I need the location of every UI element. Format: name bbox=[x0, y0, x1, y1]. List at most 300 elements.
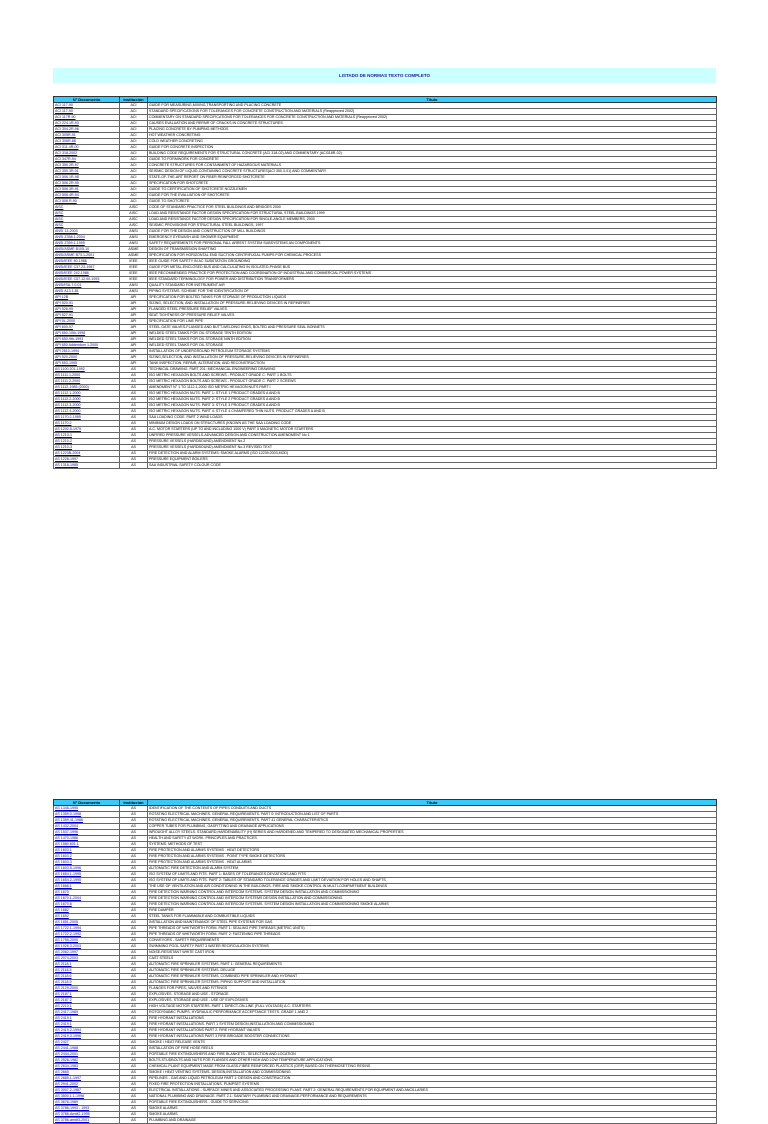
institution-cell: AS bbox=[120, 415, 148, 421]
title-cell: AMENDMENT N° 1 TO 1112.1-2000 ISO METRIC HEXAGON NUTS PART I bbox=[148, 385, 717, 391]
title-cell: INSTALLATION AND MAINTENANCE OF STEEL PIPE SYSTEMS FOR GAS bbox=[148, 920, 717, 926]
doc-number-link[interactable]: AISC bbox=[54, 211, 120, 217]
institution-cell: AS bbox=[120, 367, 148, 373]
doc-number-link[interactable]: AISC bbox=[54, 217, 120, 223]
title-cell: HIGH VOLTAGE MOTOR STARTERS. PART 1 DIRECT-ON-LINE (FULL VOLTAGE) A.C. STARTERS bbox=[148, 1004, 717, 1010]
institution-cell: ACI bbox=[120, 139, 148, 145]
doc-number-link[interactable]: ANSI A13.1-81 bbox=[54, 289, 120, 295]
institution-cell: AS bbox=[120, 986, 148, 992]
institution-cell: AS bbox=[120, 836, 148, 842]
title-cell: CHEMICAL PLANT EQUIPMENT MADE FROM GLASS-FIBRE REINFORCED PLASTICS (GRP) BASED ON THERMOSETTING RESINS bbox=[148, 1064, 717, 1070]
doc-number-link[interactable]: AS 1670.1-2004 bbox=[54, 896, 120, 902]
title-cell: ISO METRIC HEXAGON NUTS. PART 4: STYLE 4 CHAMFERED THIN NUTS. PRODUCT GRADES A AND B bbox=[148, 409, 717, 415]
doc-number-link[interactable]: AS 1926.3-2003 bbox=[54, 944, 120, 950]
doc-number-link[interactable]: AS 1170.2 bbox=[54, 421, 120, 427]
doc-number-link[interactable]: AS 2419.3-1996 bbox=[54, 1034, 120, 1040]
doc-number-link[interactable]: ACI 506.4R-94 bbox=[54, 193, 120, 199]
title-cell: FIRE HYDRANT INSTALLATIONS bbox=[148, 1016, 717, 1022]
doc-number-link[interactable]: AS 2444-2001 bbox=[54, 1052, 120, 1058]
institution-cell: ANSI bbox=[120, 283, 148, 289]
title-cell: TANK INSPECTION, REPAIR, ALTERATION, AND RECONSTRUCTION bbox=[148, 361, 717, 367]
title-cell: SMOKE ALARMS bbox=[148, 1112, 717, 1118]
title-cell: PIPE THREADS OF WHITWORTH FORM. PART 2: FASTENING PIPE THREADS bbox=[148, 932, 717, 938]
title-cell: INSTALLATION OF FIRE HOSE REELS bbox=[148, 1046, 717, 1052]
institution-cell: AS bbox=[120, 806, 148, 812]
table-row bbox=[54, 1118, 717, 1124]
doc-number-link[interactable]: AS 2187.2 bbox=[54, 998, 120, 1004]
doc-number-link[interactable]: AS 2118.1 bbox=[54, 962, 120, 968]
doc-number-link[interactable]: AS 2118.6 bbox=[54, 974, 120, 980]
doc-number-link[interactable]: AS 1359.41-1986 bbox=[54, 818, 120, 824]
institution-cell: AS bbox=[120, 1082, 148, 1088]
institution-cell: AS bbox=[120, 860, 148, 866]
institution-cell: API bbox=[120, 349, 148, 355]
institution-cell: ACI bbox=[120, 163, 148, 169]
institution-cell: AS bbox=[120, 974, 148, 980]
title-cell: SMOKE / HEAT RELEASE VENTS bbox=[148, 1040, 717, 1046]
doc-number-link[interactable]: API 520-2000 bbox=[54, 355, 120, 361]
title-cell: AUTOMATIC FIRE SPRINKLER SYSTEMS. COMBINED PIPE SPRINKLER AND HYDRANT bbox=[148, 974, 717, 980]
title-cell: ISO SYSTEM OF LIMITS AND FITS. PART 2: TABLES OF STANDARD TOLERANCE GRADES AND LIMIT DEVIATION FOR HOLES AND SHAFTS bbox=[148, 878, 717, 884]
doc-number-link[interactable]: AS 1670 bbox=[54, 890, 120, 896]
doc-number-link[interactable]: AS 1112-1985 (2000) bbox=[54, 385, 120, 391]
doc-number-link[interactable]: AS 1722.2-1992 bbox=[54, 932, 120, 938]
title-cell: NATIONAL PLUMBING AND DRAINAGE. PART 2.1: SANITARY PLUMBING AND DRAINAGE-PERFORMANCE AND REQUIREMENTS bbox=[148, 1094, 717, 1100]
institution-cell: AS bbox=[120, 866, 148, 872]
doc-number-link[interactable]: AS 2427 bbox=[54, 1040, 120, 1046]
doc-number-link[interactable]: ACI 117-90 bbox=[54, 103, 120, 109]
title-cell: PRESSURE VESSELS (HARDBOUND) AMENDMENT No.3 REVISED TEXT bbox=[148, 445, 717, 451]
doc-number-link[interactable]: ANSI/IEEE 242-1986 bbox=[54, 271, 120, 277]
institution-cell: IEEE bbox=[120, 265, 148, 271]
doc-number-link[interactable]: AS 1210-3 bbox=[54, 445, 120, 451]
doc-number-link[interactable]: AS 1851-2005 bbox=[54, 920, 120, 926]
title-cell: ISO SYSTEM OF LIMITS AND FITS. PART 1: BASES OF TOLERANCES,DEVIATIONS AND FITS bbox=[148, 872, 717, 878]
title-cell: HOT WEATHER CONCRETING bbox=[148, 133, 717, 139]
doc-number-link[interactable]: API 12B bbox=[54, 295, 120, 301]
title-cell: FIRE HYDRANT INSTALLATIONS PART 2. FIRE HYDRANT VALVES bbox=[148, 1028, 717, 1034]
doc-number-link[interactable]: ACI 304.2R-96 bbox=[54, 127, 120, 133]
doc-number-link[interactable]: AS 1210-1 bbox=[54, 433, 120, 439]
institution-cell: ACI bbox=[120, 175, 148, 181]
institution-cell: AS bbox=[120, 920, 148, 926]
title-cell: DESIGN OF TRANSMISSION SHAFTING bbox=[148, 247, 717, 253]
institution-cell: ACI bbox=[120, 103, 148, 109]
doc-number-link[interactable]: ACI 117-90 bbox=[54, 109, 120, 115]
doc-number-link[interactable]: API 650-10th-1998 bbox=[54, 331, 120, 337]
doc-number-link[interactable]: AS 2417-1989 bbox=[54, 1010, 120, 1016]
doc-number-link[interactable]: ANSI/ASME B105-10 bbox=[54, 247, 120, 253]
institution-cell: AS bbox=[120, 950, 148, 956]
institution-cell: IEEE bbox=[120, 271, 148, 277]
institution-cell: ANSI bbox=[120, 289, 148, 295]
doc-number-link[interactable]: ACI 306R-88 bbox=[54, 139, 120, 145]
institution-cell: AS bbox=[120, 445, 148, 451]
doc-number-link[interactable]: AS 2074-2003 bbox=[54, 956, 120, 962]
doc-number-link[interactable]: ANSI/IEEE C57.12.00-1993 bbox=[54, 277, 120, 283]
institution-cell: AS bbox=[120, 962, 148, 968]
institution-cell: AS bbox=[120, 938, 148, 944]
doc-number-link[interactable]: AS 1654.2-1995 bbox=[54, 878, 120, 884]
title-cell: AUTOMATIC FIRE SPRINKLER SYSTEMS. PIPING SUPPORT AND INSTALLATION bbox=[148, 980, 717, 986]
institution-cell: AS bbox=[120, 451, 148, 457]
title-cell: FIRE HYDRANT INSTALLATIONS. PART 1 SYSTEM DESIGN,INSTALLATION AND COMMISSIONING bbox=[148, 1022, 717, 1028]
title-cell: GUIDE FOR THE EVALUATION OF SHOTCRETE bbox=[148, 193, 717, 199]
doc-number-link[interactable]: AS 2210.1 bbox=[54, 1004, 120, 1010]
institution-cell: AS bbox=[120, 403, 148, 409]
doc-number-link[interactable]: ACI 311.4R-00 bbox=[54, 145, 120, 151]
doc-number-link[interactable]: AISC bbox=[54, 223, 120, 229]
institution-cell: AISC bbox=[120, 217, 148, 223]
title-cell: PIPING SYSTEMS. SCHEME FOR THE IDENTIFICATION OF bbox=[148, 289, 717, 295]
doc-number-link[interactable]: AS 1654.1-1995 bbox=[54, 872, 120, 878]
title-cell: PORTABLE FIRE EXTINGUISHERS - GUIDE TO SERVICING bbox=[148, 1100, 717, 1106]
institution-cell: API bbox=[120, 355, 148, 361]
title-cell: TECHNICAL DRAWING. PART 201: MECHANICAL ENGINEERING DRAWING bbox=[148, 367, 717, 373]
institution-cell: AS bbox=[120, 397, 148, 403]
institution-cell: AS bbox=[120, 842, 148, 848]
title-cell: GUIDE FOR MEASURING,MIXING,TRANSPORTING AND PLACING CONCRETE bbox=[148, 103, 717, 109]
title-cell: PLACING CONCRETE BY PUMPING METHODS bbox=[148, 127, 717, 133]
title-cell: GUIDE TO SHOTCRETE bbox=[148, 199, 717, 205]
doc-number-link[interactable]: AS 3786-amdt3-2001 bbox=[54, 1118, 120, 1124]
doc-number-link[interactable]: API 527-91 bbox=[54, 313, 120, 319]
doc-number-link[interactable]: API 526-95 bbox=[54, 307, 120, 313]
header-doc-number: N° Documento bbox=[54, 800, 120, 806]
doc-number-link[interactable]: ACI 506.R-90 bbox=[54, 199, 120, 205]
institution-cell: ACI bbox=[120, 133, 148, 139]
institution-cell: AISC bbox=[120, 223, 148, 229]
doc-number-link[interactable]: AS 2118.5 bbox=[54, 968, 120, 974]
institution-cell: ACI bbox=[120, 151, 148, 157]
title-cell: PIPELINES - GAS AND LIQUID PETROLEUM PART 1: DESIGN AND CONSTRUCTION bbox=[148, 1076, 717, 1082]
institution-cell: API bbox=[120, 295, 148, 301]
title-cell: IEEE GUIDE FOR SAFETY IN AC SUBSTATION GROUNDING bbox=[148, 259, 717, 265]
title-cell: SIZING, SELECTION, AND INSTALLATION OF PRESSURE-RELIEVING DEVICES IN REFINERIES bbox=[148, 301, 717, 307]
institution-cell: AS bbox=[120, 872, 148, 878]
doc-number-link[interactable]: ANSI/IEEE 80-1986 bbox=[54, 259, 120, 265]
institution-cell: AS bbox=[120, 1034, 148, 1040]
title-cell: ISO METRIC HEXAGON NUTS. PART 3: STYLE 3 PRODUCT GRADES A AND B bbox=[148, 403, 717, 409]
title-cell: STATE-OF-THE-ART REPORT ON FIBER REINFORCED SHOTCRETE bbox=[148, 175, 717, 181]
doc-number-link[interactable]: AS 2419.1 bbox=[54, 1016, 120, 1022]
doc-number-link[interactable]: AS 1580.601.1 bbox=[54, 842, 120, 848]
title-cell: SEISMIC DESIGN OF LIQUID-CONTAINING CONCRETE STRUCTURES(ACI 350.3-01) AND COMMENTARY bbox=[148, 169, 717, 175]
institution-cell: AS bbox=[120, 373, 148, 379]
doc-number-link[interactable]: API 5L-2000 bbox=[54, 319, 120, 325]
doc-number-link[interactable]: ANSI Z358.1-2004 bbox=[54, 235, 120, 241]
institution-cell: AS bbox=[120, 824, 148, 830]
institution-cell: API bbox=[120, 361, 148, 367]
doc-number-link[interactable]: AS 1170.2-1989 bbox=[54, 415, 120, 421]
title-cell: FIRE DETECTION WARNING CONTROL AND INTERCOM SYSTEMS. SYSTEM DESIGN INSTALLATION AND COMMISSIONING bbox=[148, 890, 717, 896]
institution-cell: API bbox=[120, 313, 148, 319]
institution-cell: AS bbox=[120, 992, 148, 998]
doc-number-link[interactable]: ANSI Z359.1-1999 bbox=[54, 241, 120, 247]
doc-number-link[interactable]: API 600-97 bbox=[54, 325, 120, 331]
institution-cell: AS bbox=[120, 878, 148, 884]
title-cell: PIPE THREADS OF WHITWORTH FORM. PART 1: SEALING PIPE THREADS (METRIC UNITS) bbox=[148, 926, 717, 932]
institution-cell: ANSI bbox=[120, 241, 148, 247]
institution-cell: AS bbox=[120, 932, 148, 938]
doc-number-link[interactable]: AS 2634-1983 bbox=[54, 1064, 120, 1070]
title-cell: FIRE DETECTION AND ALARM SYSTEMS: SMOKE ALARMS (ISO 12239:2003,MOD) bbox=[148, 451, 717, 457]
title-cell: SYSTEMS. METHODS OF TEST bbox=[148, 842, 717, 848]
doc-number-link[interactable]: ACI 350.3R-01 bbox=[54, 169, 120, 175]
doc-number-link[interactable]: ACI 224.1R-93 bbox=[54, 121, 120, 127]
institution-cell: AS bbox=[120, 1100, 148, 1106]
institution-cell: API bbox=[120, 325, 148, 331]
institution-cell: AS bbox=[120, 1064, 148, 1070]
title-cell: ISO METRIC HEXAGON BOLTS AND SCREWS - PRODUCT GRADE C. PART 1 BOLTS bbox=[148, 373, 717, 379]
doc-number-link[interactable]: AS 1318-1985 bbox=[54, 463, 120, 469]
doc-number-link[interactable]: ANSI/ASME B73.1-2001 bbox=[54, 253, 120, 259]
title-cell: FIRE HYDRANT INSTALLATIONS PART 3 FIRE BRIGADE BOOSTER CONNECTIONS bbox=[148, 1034, 717, 1040]
doc-number-link[interactable]: AS 3786-Amdt2-1995 bbox=[54, 1112, 120, 1118]
doc-number-link[interactable]: AS 1202.5-1979 bbox=[54, 427, 120, 433]
title-cell: SPECIFICATION FOR HORIZONTAL END SUCTION CENTRIFUGAL PUMPS FOR CHEMICAL PROCESS bbox=[148, 253, 717, 259]
doc-number-link[interactable]: ACI 350.2R-97 bbox=[54, 163, 120, 169]
doc-number-link[interactable]: ACI 506.3R-91 bbox=[54, 187, 120, 193]
doc-number-link[interactable]: ACI 318-2002 bbox=[54, 151, 120, 157]
title-cell: PRESSURE VESSELS (HARDBOUND) AMENDMENT No.2 bbox=[148, 439, 717, 445]
institution-cell: AS bbox=[120, 1058, 148, 1064]
title-cell: HEALTH AND SAFETY AT WORK. PRINCIPLES AND PRACTICES bbox=[148, 836, 717, 842]
doc-number-link[interactable]: AS 1470-1986 bbox=[54, 836, 120, 842]
title-cell: SIZING,SELECTION, AND INSTALLATION OF PRESSURE-RELIEVING DEVICES IN REFINERIES bbox=[148, 355, 717, 361]
header-title: Título bbox=[148, 97, 717, 103]
doc-number-link[interactable]: AS 1223B-2004 bbox=[54, 451, 120, 457]
title-cell: A.C. MOTOR STARTERS (UP TO AND INCLUDING 1000 V) PART 5 MAGNETIC MOTOR STARTERS bbox=[148, 427, 717, 433]
doc-number-link[interactable]: AS 1228-1997 bbox=[54, 457, 120, 463]
institution-cell: AS bbox=[120, 848, 148, 854]
institution-cell: ANSI bbox=[120, 235, 148, 241]
institution-cell: ACI bbox=[120, 109, 148, 115]
doc-number-link[interactable]: AS 1603.5-1996 bbox=[54, 866, 120, 872]
doc-number-link[interactable]: AS 1112.1-2000 bbox=[54, 391, 120, 397]
title-cell: STANDARD SPECIFICATIONS FOR TOLERANCES FOR CONCRETE CONSTRUCTION AND MATERIALS (Reapproved 2002) bbox=[148, 109, 717, 115]
institution-cell: AS bbox=[120, 902, 148, 908]
doc-number-link[interactable]: AISC bbox=[54, 205, 120, 211]
doc-number-link[interactable]: ACI 506.1R-98 bbox=[54, 175, 120, 181]
institution-cell: AS bbox=[120, 391, 148, 397]
title-cell: PLUMBING AND DRAINAGE bbox=[148, 1118, 717, 1124]
title-cell: CAST STEELS bbox=[148, 956, 717, 962]
header-institution: Institución bbox=[120, 97, 148, 103]
institution-cell: AS bbox=[120, 427, 148, 433]
doc-number-link[interactable]: ANSI/ISA-7.0.01 bbox=[54, 283, 120, 289]
institution-cell: ACI bbox=[120, 193, 148, 199]
doc-number-link[interactable]: AS 2665 bbox=[54, 1070, 120, 1076]
title-cell: CODE OF STANDARD PRACTICE FOR STEEL BUILDINGS AND BRIDGES 2000 bbox=[148, 205, 717, 211]
title-cell: FIRE DETECTION WARNING CONTROL AND INTERCOM SYSTEMS DESIGN INSTALLATION AND COMMISSIONING bbox=[148, 896, 717, 902]
title-cell: AUTOMATIC FIRE DETECTION AND ALARM SYSTEM bbox=[148, 866, 717, 872]
institution-cell: AS bbox=[120, 1022, 148, 1028]
title-cell: SMOKE / HEAT VENTING SYSTEMS- DESIGN,INSTALLATION AND COMMISSIONING bbox=[148, 1070, 717, 1076]
doc-number-link[interactable]: ANSI/IEEE C37.23-1987 bbox=[54, 265, 120, 271]
doc-number-link[interactable]: AS 1359.0-1998 bbox=[54, 812, 120, 818]
institution-cell: API bbox=[120, 307, 148, 313]
page-title: LISTADO DE NORMAS TEXTO COMPLETO bbox=[53, 68, 716, 83]
institution-cell: ASME bbox=[120, 247, 148, 253]
standards-table-2 bbox=[53, 799, 717, 1124]
title-cell: CONCRETE STRUCTURES FOR CONTAINMENT OF HAZARDOUS MATERIALS bbox=[148, 163, 717, 169]
institution-cell: AISC bbox=[120, 205, 148, 211]
institution-cell: ACI bbox=[120, 169, 148, 175]
title-cell: WROUGHT ALLOY STEELS. STANDARD,HARDENABILITY (H) SERIES AND HARDENED AND TEMPERED TO DESIGNATED MECHANICAL PROPERTIES bbox=[148, 830, 717, 836]
doc-number-link[interactable]: AS 1722.1-1994 bbox=[54, 926, 120, 932]
title-cell: FLANGES FOR PIPES, VALVES AND FITTINGS bbox=[148, 986, 717, 992]
doc-number-link[interactable]: API 653-1995 bbox=[54, 361, 120, 367]
title-cell: FLANGED STEEL PRESSURE RELIEF VALVES bbox=[148, 307, 717, 313]
doc-number-link[interactable]: API 520-91 bbox=[54, 301, 120, 307]
doc-number-link[interactable]: AS 1755-2000 bbox=[54, 938, 120, 944]
institution-cell: AS bbox=[120, 956, 148, 962]
title-cell: WELDED STEEL TANKS FOR OIL STORAGE TENTH EDITION bbox=[148, 331, 717, 337]
institution-cell: AS bbox=[120, 1088, 148, 1094]
doc-number-link[interactable]: AS 2441-1988 bbox=[54, 1046, 120, 1052]
doc-number-link[interactable]: ANSI 13-2003 bbox=[54, 229, 120, 235]
institution-cell: AS bbox=[120, 421, 148, 427]
doc-number-link[interactable]: AS 1692 bbox=[54, 914, 120, 920]
title-cell: COPPER TUBES FOR PLUMBING, GASFITTING AND DRAINAGE APPLICATIONS bbox=[148, 824, 717, 830]
doc-number-link[interactable]: AS 1682 bbox=[54, 908, 120, 914]
institution-cell: AS bbox=[120, 1010, 148, 1016]
institution-cell: AS bbox=[120, 1094, 148, 1100]
doc-number-link[interactable]: AS 2941-2002 bbox=[54, 1082, 120, 1088]
doc-number-link[interactable]: AS 1111.1-2000 bbox=[54, 373, 120, 379]
institution-cell: AS bbox=[120, 1112, 148, 1118]
doc-number-link[interactable]: AS 2419.1 bbox=[54, 1022, 120, 1028]
title-cell: COMMENTARY ON STANDARD SPECIFICATIONS FOR TOLERANCES FOR CONCRETE CONSTRUCTION AND MATERIALS (Reapproved 2002) bbox=[148, 115, 717, 121]
title-cell: WELDED STEEL TANKS FOR OIL STORAGE bbox=[148, 343, 717, 349]
institution-cell: API bbox=[120, 337, 148, 343]
title-cell: GUIDE TO FORMWORK FOR CONCRETE bbox=[148, 157, 717, 163]
title-cell: WELDED STEEL TANKS FOR OIL STORAGE NINTH EDITION bbox=[148, 337, 717, 343]
title-cell: UNFIRED PRESSURE VESSELS-ADVANCED DESIGN AND CONSTRUCTION AMENDMENT No 1 bbox=[148, 433, 717, 439]
doc-number-link[interactable]: ACI 506.2R-95 bbox=[54, 181, 120, 187]
doc-number-link[interactable]: AS 1100.201-1992 bbox=[54, 367, 120, 373]
doc-number-link[interactable]: API 2610-1994 bbox=[54, 349, 120, 355]
institution-cell: AS bbox=[120, 1046, 148, 1052]
title-cell: FIXED FIRE PROTECTION INSTALLATIONS. PUMPSET SYSTEMS bbox=[148, 1082, 717, 1088]
institution-cell: AS bbox=[120, 908, 148, 914]
doc-number-link[interactable]: AS 3500.1.1-1998 bbox=[54, 1094, 120, 1100]
title-cell: FIRE DETECTION WARNING CONTROL AND INTERCOM SYSTEMS. SYSTEM DESIGN INSTALLATION AND COMMISSIONING SMOKE ALARMS bbox=[148, 902, 717, 908]
institution-cell: ACI bbox=[120, 187, 148, 193]
doc-number-link[interactable]: AS 3786-1993 - 1993 bbox=[54, 1106, 120, 1112]
doc-number-link[interactable]: AS 1112.2-2000 bbox=[54, 397, 120, 403]
doc-number-link[interactable]: AS 1537-1996 bbox=[54, 830, 120, 836]
doc-number-link[interactable]: API 650 Addendum 1-2000 bbox=[54, 343, 120, 349]
doc-number-link[interactable]: AS 1345-1995 bbox=[54, 806, 120, 812]
institution-cell: AS bbox=[120, 944, 148, 950]
doc-number-link[interactable]: AS 2187.1 bbox=[54, 992, 120, 998]
title-cell: ROTATING ELECTRICAL MACHINES. GENERAL REQUIREMENTS. PART 41 GENERAL CHARACTERISTICS bbox=[148, 818, 717, 824]
institution-cell: AS bbox=[120, 457, 148, 463]
institution-cell: ACI bbox=[120, 145, 148, 151]
institution-cell: AS bbox=[120, 1016, 148, 1022]
doc-number-link[interactable]: AS 2062-1997 bbox=[54, 950, 120, 956]
doc-number-link[interactable]: AS 1111.2-2000 bbox=[54, 379, 120, 385]
institution-cell: IEEE bbox=[120, 259, 148, 265]
institution-cell: AS bbox=[120, 998, 148, 1004]
title-cell: GUIDE TO CERTIFICATION OF SHOTCRETE NOZZLEMEN bbox=[148, 187, 717, 193]
title-cell: SEAT TIGHTNESS OF PRESSURE RELIEF VALVES bbox=[148, 313, 717, 319]
title-cell: SWIMMING POOL SAFETY PART 3 WATER RECIRCULATION SYSTEMS bbox=[148, 944, 717, 950]
institution-cell: ACI bbox=[120, 115, 148, 121]
institution-cell: AISC bbox=[120, 211, 148, 217]
title-cell: LOAD AND RESISTANCE FACTOR DESIGN SPECIFICATION FOR SINGLE-ANGLE MEMBERS, 2000 bbox=[148, 217, 717, 223]
doc-number-link[interactable]: AS 1668.1 bbox=[54, 884, 120, 890]
institution-cell: AS bbox=[120, 409, 148, 415]
title-cell: FIRE PROTECTION AND ALARMS SYSTEMS . HEAT ALARMS bbox=[148, 860, 717, 866]
doc-number-link[interactable]: AS 2129-2000 bbox=[54, 986, 120, 992]
header-institution: Institución bbox=[120, 800, 148, 806]
institution-cell: AS bbox=[120, 926, 148, 932]
institution-cell: AS bbox=[120, 1076, 148, 1082]
doc-number-link[interactable]: ACI 347R-94 bbox=[54, 157, 120, 163]
doc-number-link[interactable]: AS 1432-2004 bbox=[54, 824, 120, 830]
doc-number-link[interactable]: AS 2885.1-1997 bbox=[54, 1076, 120, 1082]
title-cell: PRESSURE EQUIPMENT BOILERS bbox=[148, 457, 717, 463]
doc-number-link[interactable]: ACI 305R-91 bbox=[54, 133, 120, 139]
institution-cell: AS bbox=[120, 1040, 148, 1046]
title-cell: MINIMUM DESIGN LOADS ON STRUCTURES (KNOWN AS THE SAA LOADING CODE bbox=[148, 421, 717, 427]
institution-cell: AS bbox=[120, 1028, 148, 1034]
header-doc-number: N° Documento bbox=[54, 97, 120, 103]
institution-cell: AS bbox=[120, 385, 148, 391]
title-cell: GUIDE FOR CONCRETE INSPECTION bbox=[148, 145, 717, 151]
institution-cell: AS bbox=[120, 1070, 148, 1076]
title-cell: EMERGENCY EYEWASH AND SHOWER EQUIPMENT bbox=[148, 235, 717, 241]
institution-cell: ACI bbox=[120, 121, 148, 127]
title-cell: PORTABLE FIRE EXTINGUISHERS AND FIRE BLANKETS - SELECTION AND LOCATION bbox=[148, 1052, 717, 1058]
title-cell: THE USE OF VENTILATION AND AIR CONDITIONING IN THE BUILDINGS. FIRE AND SMOKE CONTROL IN MULTI-COMPARTMENT BUILDINGS bbox=[148, 884, 717, 890]
title-cell: STEEL GATE VALVES-FLANGED AND BUTT-WELDING ENDS, BOLTED AND PRESSURE SEAL BONNETS bbox=[148, 325, 717, 331]
doc-number-link[interactable]: AS 1112.3-2000 bbox=[54, 403, 120, 409]
doc-number-link[interactable]: AS 1210-2 bbox=[54, 439, 120, 445]
title-cell: CAUSES EVALUATION AND REPAIR OF CRACKS IN CONCRETE STRUCTURES bbox=[148, 121, 717, 127]
title-cell: STEEL TANKS FOR FLAMMABLE AND COMBUSTIBLE LIQUIDS bbox=[148, 914, 717, 920]
doc-number-link[interactable]: AS 3007.2-1987 bbox=[54, 1088, 120, 1094]
doc-number-link[interactable]: AS 3676-1989 bbox=[54, 1100, 120, 1106]
title-cell: ROTODYNAMIC PUMPS. HYDRAULIC PERFORMANCE ACCEPTANCE TESTS. GRADE 1 AND 2 bbox=[148, 1010, 717, 1016]
doc-number-link[interactable]: AS 1603.1 bbox=[54, 848, 120, 854]
institution-cell: AS bbox=[120, 1106, 148, 1112]
institution-cell: AS bbox=[120, 818, 148, 824]
doc-number-link[interactable]: AS 1112.4-2000 bbox=[54, 409, 120, 415]
institution-cell: ACI bbox=[120, 181, 148, 187]
institution-cell: ANSI bbox=[120, 229, 148, 235]
doc-number-link[interactable]: AS 1603.3 bbox=[54, 860, 120, 866]
doc-number-link[interactable]: AS 2118.9 bbox=[54, 980, 120, 986]
doc-number-link[interactable]: AS 2419.2-1994 bbox=[54, 1028, 120, 1034]
doc-number-link[interactable]: API 650-9th-1993 bbox=[54, 337, 120, 343]
title-cell: FIRE PROTECTION AND ALARMS SYSTEMS . POINT TYPE SMOKE DETECTORS bbox=[148, 854, 717, 860]
doc-number-link[interactable]: ACI 117R-90 bbox=[54, 115, 120, 121]
doc-number-link[interactable]: AS 1670.6 bbox=[54, 902, 120, 908]
institution-cell: ACI bbox=[120, 157, 148, 163]
title-cell: INSTALLATION OF UNDERGROUND PETROLEUM STORAGE SYSTEMS bbox=[148, 349, 717, 355]
title-cell: GUIDE FOR METAL-ENCLOSED BUS AND CALCULATING IN ISOLATED-PHASE BUS bbox=[148, 265, 717, 271]
institution-cell: IEEE bbox=[120, 277, 148, 283]
title-cell: ISO METRIC HEXAGON NUTS. PART 2: STYLE 2 PRODUCT GRADES A AND B bbox=[148, 397, 717, 403]
doc-number-link[interactable]: AS 1603.2 bbox=[54, 854, 120, 860]
title-cell: FIRE PROTECTION AND ALARMS SYSTEMS . HEAT DETECTORS bbox=[148, 848, 717, 854]
table-row bbox=[54, 463, 717, 469]
doc-number-link[interactable]: AS 2528-1982 bbox=[54, 1058, 120, 1064]
